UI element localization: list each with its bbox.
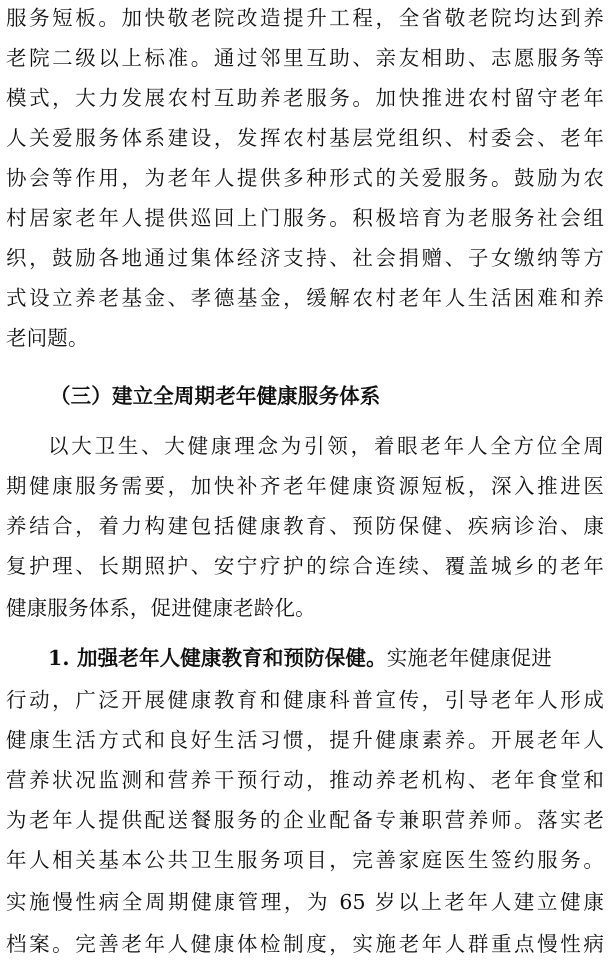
text-line: 织，鼓励各地通过集体经济支持、社会捐赠、子女缴纳等方 — [6, 246, 604, 270]
text-line: 村居家老年人提供巡回上门服务。积极培育为老服务社会组 — [6, 206, 604, 230]
text-line: 式设立养老基金、孝德基金，缓解农村老年人生活困难和养 — [6, 286, 604, 310]
text-line: 协会等作用，为老年人提供多种形式的关爱服务。鼓励为农 — [6, 166, 604, 190]
text-line: 档案。完善老年人健康体检制度，实施老年人群重点慢性病 — [6, 932, 604, 956]
text-line: 老院二级以上标准。通过邻里互助、亲友相助、志愿服务等 — [6, 46, 604, 70]
text-line: 服务短板。加快敬老院改造提升工程，全省敬老院均达到养 — [6, 6, 604, 30]
text-line: 行动，广泛开展健康教育和健康科普宣传，引导老年人形成 — [6, 688, 604, 712]
text-line: 养结合，着力构建包括健康教育、预防保健、疾病诊治、康 — [6, 514, 604, 538]
item-1-line — [48, 640, 604, 676]
text-line: 营养状况监测和营养干预行动，推动养老机构、老年食堂和 — [6, 768, 604, 792]
text-line: 实施慢性病全周期健康管理，为 65 岁以上老年人建立健康 — [6, 890, 604, 914]
item-1-title: 1. 加强老年人健康教育和预防保健。 — [48, 646, 387, 670]
text-line: 健康生活方式和良好生活习惯，提升健康素养。开展老年人 — [6, 728, 604, 752]
item-1-text: 实施老年健康促进 — [386, 646, 552, 670]
text-line: 复护理、长期照护、安宁疗护的综合连续、覆盖城乡的老年 — [6, 554, 604, 578]
text-line: 为老年人提供配送餐服务的企业配备专兼职营养师。落实老 — [6, 808, 604, 832]
text-line: 老问题。 — [6, 326, 89, 350]
text-line: 模式，大力发展农村互助养老服务。加快推进农村留守老年 — [6, 86, 604, 110]
text-line: 期健康服务需要，加快补齐老年健康资源短板，深入推进医 — [6, 474, 604, 498]
text-line: 年人相关基本公共卫生服务项目，完善家庭医生签约服务。 — [6, 848, 604, 872]
text-line: 人关爱服务体系建设，发挥农村基层党组织、村委会、老年 — [6, 126, 604, 150]
section-heading: （三）建立全周期老年健康服务体系 — [50, 384, 381, 408]
text-line: 健康服务体系，促进健康老龄化。 — [6, 596, 316, 620]
text-line: 以大卫生、大健康理念为引领，着眼老年人全方位全周 — [48, 434, 604, 458]
